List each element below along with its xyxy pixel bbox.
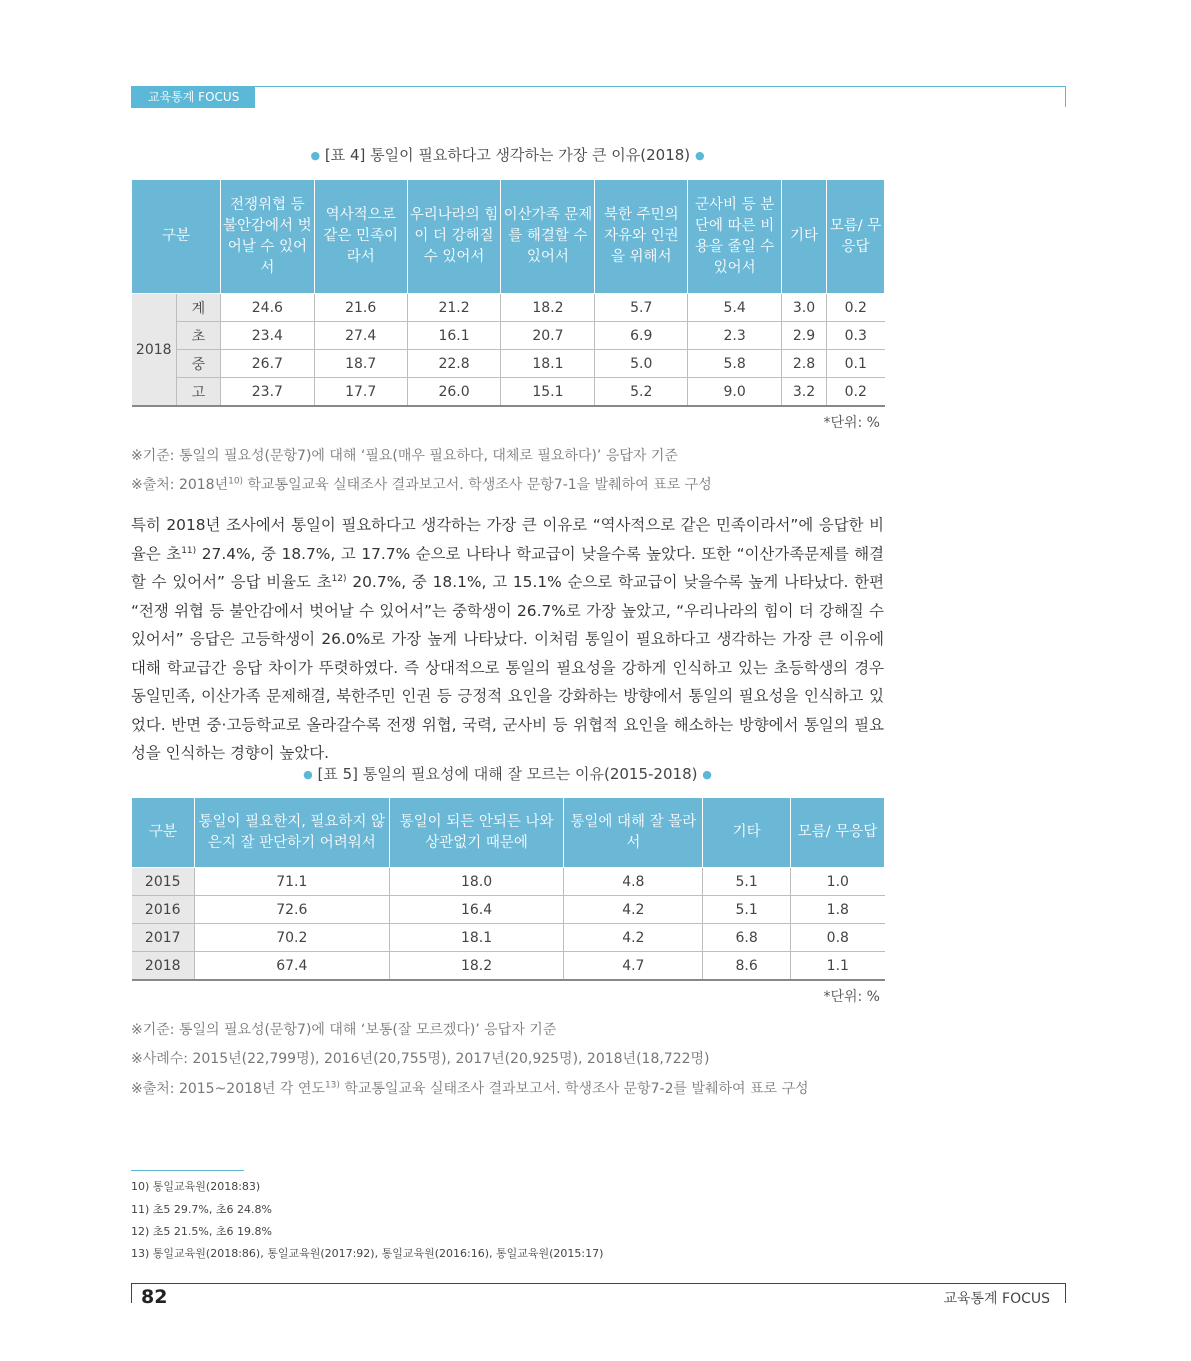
table-cell: 6.9 xyxy=(595,322,688,350)
table-cell: 21.6 xyxy=(314,294,407,322)
table5-row-label: 2016 xyxy=(132,896,195,924)
table4-header-cell: 이산가족 문제를 해결할 수 있어서 xyxy=(501,180,595,294)
table5-header-row xyxy=(132,798,885,868)
table-cell: 9.0 xyxy=(688,378,782,407)
table-cell: 0.1 xyxy=(826,350,884,378)
table-row xyxy=(132,952,885,981)
table-cell: 0.3 xyxy=(826,322,884,350)
table5-caption-text: [표 5] 통일의 필요성에 대해 잘 모르는 이유(2015-2018) xyxy=(317,765,698,783)
table5-note-source xyxy=(131,1078,809,1098)
table-cell: 5.1 xyxy=(703,896,791,924)
table-cell: 2.8 xyxy=(782,350,827,378)
table4-header-row xyxy=(132,180,885,294)
bullet-icon: ● xyxy=(310,149,321,162)
table-cell: 18.1 xyxy=(501,350,595,378)
table5-unit: *단위: % xyxy=(823,989,880,1005)
table5-caption xyxy=(131,763,884,784)
footnote-item: 11) 초5 29.7%, 초6 24.8% xyxy=(131,1203,272,1216)
table5-header-cell: 구분 xyxy=(132,798,195,868)
table-cell: 18.7 xyxy=(314,350,407,378)
table-cell: 5.2 xyxy=(595,378,688,407)
bullet-icon: ● xyxy=(702,768,712,781)
table-cell: 1.1 xyxy=(791,952,885,981)
header-rule xyxy=(255,86,1066,87)
body-text-segment: 27.4%, 중 18.7%, 고 17.7% 순으로 나타나 학교급이 낮을수록 높았다. 또한 “이산가족문제를 해결할 수 있어서” 응답 비율도 초 xyxy=(131,544,884,591)
table-cell: 21.2 xyxy=(407,294,501,322)
table-row xyxy=(132,378,885,407)
table-cell: 3.0 xyxy=(782,294,827,322)
table4-caption-text: [표 4] 통일이 필요하다고 생각하는 가장 큰 이유(2018) xyxy=(324,146,691,164)
table5-header-cell: 모름/ 무응답 xyxy=(791,798,885,868)
table5-row-label: 2017 xyxy=(132,924,195,952)
table-row xyxy=(132,350,885,378)
table-row xyxy=(132,896,885,924)
note-text: 학교통일교육 실태조사 결과보고서. 학생조사 문항7-1을 발췌하여 표로 구성 xyxy=(243,477,712,493)
table5-header-cell: 기타 xyxy=(703,798,791,868)
table-row xyxy=(132,924,885,952)
table-cell: 15.1 xyxy=(501,378,595,407)
bullet-icon: ● xyxy=(694,149,705,162)
footer-title: 교육통계 FOCUS xyxy=(943,1291,1050,1307)
table5-row-label: 2018 xyxy=(132,952,195,981)
table5-row-label: 2015 xyxy=(132,868,195,896)
page-number: 82 xyxy=(141,1286,168,1308)
table-cell: 5.8 xyxy=(688,350,782,378)
table-cell: 5.4 xyxy=(688,294,782,322)
footnote-item: 13) 통일교육원(2018:86), 통일교육원(2017:92), 통일교육원(2016:16), 통일교육원(2015:17) xyxy=(131,1247,604,1260)
table4-note-basis: ※기준: 통일의 필요성(문항7)에 대해 ‘필요(매우 필요하다, 대체로 필요하다)’ 응답자 기준 xyxy=(131,448,678,464)
footnote-item: 10) 통일교육원(2018:83) xyxy=(131,1180,261,1193)
footer-rule-right xyxy=(1065,1283,1066,1303)
table-cell: 5.7 xyxy=(595,294,688,322)
table-cell: 18.1 xyxy=(389,924,564,952)
table-cell: 18.2 xyxy=(389,952,564,981)
table4-header-cell: 역사적으로 같은 민족이라서 xyxy=(314,180,407,294)
body-text-segment: 20.7%, 중 18.1%, 고 15.1% 순으로 학교급이 낮을수록 높게 나타났다. 한편 “전쟁 위협 등 불안감에서 벗어날 수 있어서”는 중학생이 26.7%로 가장 높았고, “우리나라의 힘이 더 강해질 수 있어서” 응답은 고등학생이 26.0%로 가장 높게 나타났다. 이처럼 통일이 필요하다고 생각하는 가장 큰 이유에 대해 학교급간 응답 차이가 뚜렷하였다. 즉 상대적으로 통일의 필요성을 강하게 인식하고 있는 초등학생의 경우 동일민족, 이산가족 문제해결, 북한주민 인권 등 긍정적 요인을 강화하는 방향에서 통일의 필요성을 인식하고 있었다. 반면 중·고등학교로 올라갈수록 전쟁 위협, 국력, 군사비 등 위협적 요인을 해소하는 방향에서 통일의 필요성을 인식하는 경향이 높았다. xyxy=(131,573,884,762)
table-cell: 0.2 xyxy=(826,378,884,407)
table-cell: 67.4 xyxy=(194,952,389,981)
table5-header-cell: 통일이 되든 안되든 나와 상관없기 때문에 xyxy=(389,798,564,868)
footnote-ref: 13) xyxy=(324,1080,340,1091)
section-tab: 교육통계 FOCUS xyxy=(131,86,255,108)
table-cell: 0.2 xyxy=(826,294,884,322)
table4-note-source xyxy=(131,474,712,494)
table4-header-cell: 기타 xyxy=(782,180,827,294)
bullet-icon: ● xyxy=(303,768,313,781)
table4-header-cell: 군사비 등 분단에 따른 비용을 줄일 수 있어서 xyxy=(688,180,782,294)
table-cell: 24.6 xyxy=(220,294,314,322)
footnote-item: 12) 초5 21.5%, 초6 19.8% xyxy=(131,1225,272,1238)
body-paragraph xyxy=(131,511,884,768)
table4-caption xyxy=(131,144,884,165)
table4-header-cell: 우리나라의 힘이 더 강해질 수 있어서 xyxy=(407,180,501,294)
table-cell: 4.7 xyxy=(564,952,703,981)
table4 xyxy=(131,179,885,407)
table-cell: 5.1 xyxy=(703,868,791,896)
table-cell: 16.4 xyxy=(389,896,564,924)
table4-row-label: 초 xyxy=(176,322,220,350)
footer-rule xyxy=(131,1283,1066,1284)
table-row xyxy=(132,294,885,322)
table4-row-label: 계 xyxy=(176,294,220,322)
note-text: 학교통일교육 실태조사 결과보고서. 학생조사 문항7-2를 발췌하여 표로 구성 xyxy=(339,1081,809,1097)
table5-note-basis: ※기준: 통일의 필요성(문항7)에 대해 ‘보통(잘 모르겠다)’ 응답자 기준 xyxy=(131,1022,557,1038)
table4-row-label: 고 xyxy=(176,378,220,407)
table4-year-cell: 2018 xyxy=(132,294,177,407)
table-cell: 4.2 xyxy=(564,924,703,952)
table-cell: 26.7 xyxy=(220,350,314,378)
table-cell: 0.8 xyxy=(791,924,885,952)
table-cell: 27.4 xyxy=(314,322,407,350)
table5-note-cases: ※사례수: 2015년(22,799명), 2016년(20,755명), 2017년(20,925명), 2018년(18,722명) xyxy=(131,1051,710,1067)
footnote-ref: 12) xyxy=(331,573,347,584)
table4-header-cell: 전쟁위협 등 불안감에서 벗어날 수 있어서 xyxy=(220,180,314,294)
table4-header-cell: 북한 주민의 자유와 인권을 위해서 xyxy=(595,180,688,294)
table-row xyxy=(132,868,885,896)
body-text-segment: 특히 2018년 조사에서 통일이 필요하다고 생각하는 가장 큰 이유로 “역사적으로 같은 민족이라서”에 응답한 비율은 초 xyxy=(131,516,884,563)
table-cell: 72.6 xyxy=(194,896,389,924)
table-cell: 1.8 xyxy=(791,896,885,924)
header-rule-end xyxy=(1065,86,1066,107)
table-cell: 18.0 xyxy=(389,868,564,896)
footnote-ref: 10) xyxy=(228,476,244,487)
table-cell: 1.0 xyxy=(791,868,885,896)
table-cell: 16.1 xyxy=(407,322,501,350)
note-text: ※출처: 2015~2018년 각 연도 xyxy=(131,1081,325,1097)
table-cell: 26.0 xyxy=(407,378,501,407)
table-cell: 8.6 xyxy=(703,952,791,981)
table-cell: 6.8 xyxy=(703,924,791,952)
table-cell: 71.1 xyxy=(194,868,389,896)
footer-rule-left xyxy=(131,1283,132,1303)
table-cell: 18.2 xyxy=(501,294,595,322)
table-cell: 23.7 xyxy=(220,378,314,407)
table5-header-cell: 통일이 필요한지, 필요하지 않은지 잘 판단하기 어려워서 xyxy=(194,798,389,868)
table4-header-cell: 구분 xyxy=(132,180,221,294)
table-row xyxy=(132,322,885,350)
table-cell: 2.9 xyxy=(782,322,827,350)
footnote-ref: 11) xyxy=(181,545,197,556)
table4-header-cell: 모름/ 무응답 xyxy=(826,180,884,294)
table-cell: 3.2 xyxy=(782,378,827,407)
table-cell: 70.2 xyxy=(194,924,389,952)
footnote-rule xyxy=(131,1170,244,1171)
table4-row-label: 중 xyxy=(176,350,220,378)
table-cell: 22.8 xyxy=(407,350,501,378)
table-cell: 20.7 xyxy=(501,322,595,350)
table-cell: 17.7 xyxy=(314,378,407,407)
table5-header-cell: 통일에 대해 잘 몰라서 xyxy=(564,798,703,868)
table-cell: 4.8 xyxy=(564,868,703,896)
note-text: ※출처: 2018년 xyxy=(131,477,229,493)
table-cell: 5.0 xyxy=(595,350,688,378)
table-cell: 2.3 xyxy=(688,322,782,350)
table4-unit: *단위: % xyxy=(823,415,880,431)
table5 xyxy=(131,797,885,981)
table-cell: 23.4 xyxy=(220,322,314,350)
table-cell: 4.2 xyxy=(564,896,703,924)
